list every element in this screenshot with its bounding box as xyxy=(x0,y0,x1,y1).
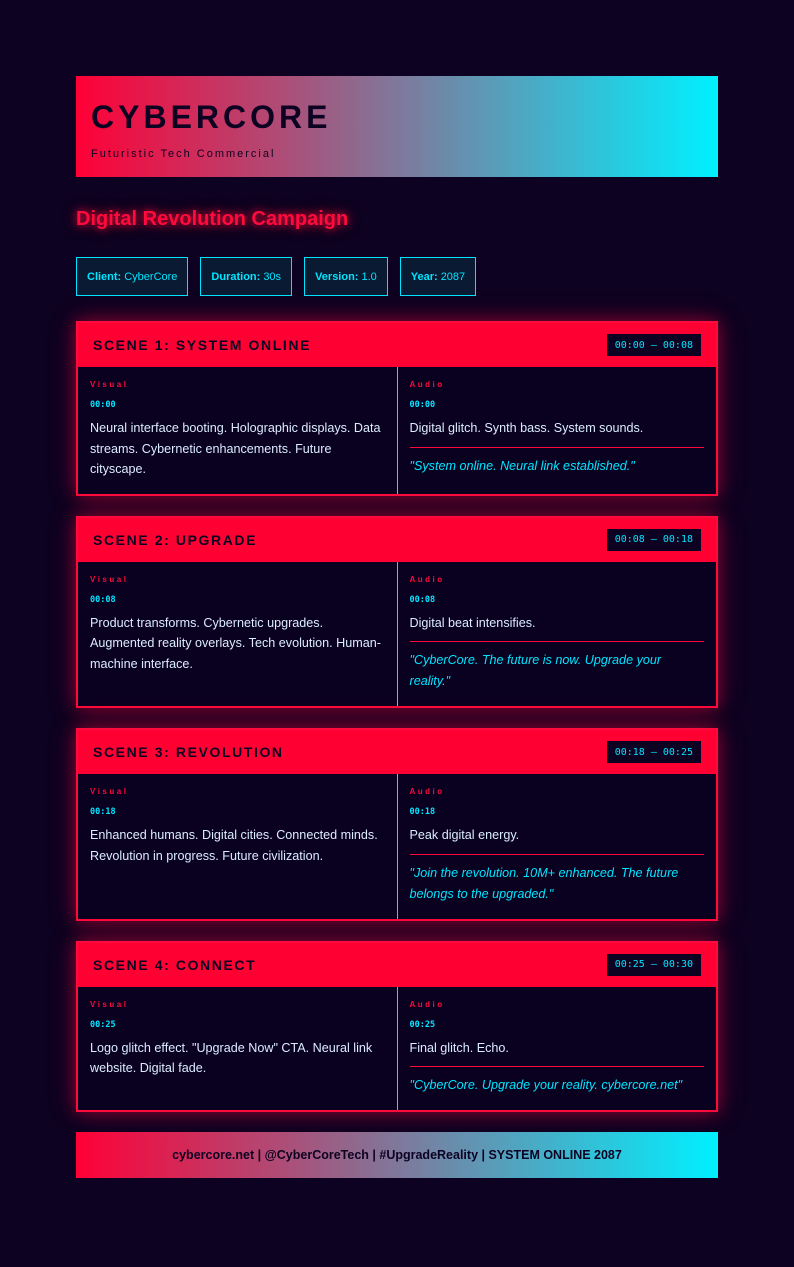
storyboard-page xyxy=(76,76,718,1178)
meta-duration xyxy=(200,257,292,296)
scene-title: SCENE 2: UPGRADE xyxy=(93,531,258,548)
meta-label: Version: xyxy=(315,270,359,283)
scene-timecode-badge: 00:00 – 00:08 xyxy=(607,334,701,356)
scene-header xyxy=(78,730,716,774)
meta-label: Client: xyxy=(87,270,122,283)
scene-card xyxy=(76,728,718,921)
visual-timestamp: 00:18 xyxy=(90,807,116,817)
scene-timecode-badge: 00:18 – 00:25 xyxy=(607,741,701,763)
scene-title: SCENE 3: REVOLUTION xyxy=(93,744,284,760)
visual-label: Visual xyxy=(90,574,129,584)
visual-description: Neural interface booting. Holographic displays. Data streams. Cybernetic enhancements. Future cityscape. xyxy=(90,421,381,476)
meta-year xyxy=(400,257,476,296)
voiceover-line: "Join the revolution. 10M+ enhanced. The future belongs to the upgraded." xyxy=(410,854,705,905)
visual-timestamp: 00:00 xyxy=(90,400,116,410)
campaign-title: Digital Revolution Campaign xyxy=(76,208,349,230)
meta-version xyxy=(304,257,388,296)
audio-column xyxy=(398,774,717,919)
footer-text: cybercore.net | @CyberCoreTech | #UpgradeReality | SYSTEM ONLINE 2087 xyxy=(172,1148,622,1162)
visual-description: Logo glitch effect. "Upgrade Now" CTA. Neural link website. Digital fade. xyxy=(90,1040,373,1075)
audio-label: Audio xyxy=(409,380,445,389)
scene-card xyxy=(76,516,718,709)
audio-label: Audio xyxy=(409,787,445,796)
voiceover-line: "CyberCore. The future is now. Upgrade your reality." xyxy=(410,641,705,692)
voiceover-line: "System online. Neural link established." xyxy=(410,447,705,477)
meta-value: 30s xyxy=(263,270,282,283)
scene-body xyxy=(78,367,716,494)
visual-label: Visual xyxy=(90,787,129,796)
audio-description: Peak digital energy. xyxy=(409,828,520,842)
scene-body xyxy=(78,987,716,1111)
scene-timecode-badge: 00:08 – 00:18 xyxy=(607,529,701,551)
brand-subtitle: Futuristic Tech Commercial xyxy=(91,148,276,160)
visual-timestamp: 00:08 xyxy=(90,594,116,605)
scene-header xyxy=(78,518,716,562)
meta-client xyxy=(76,257,188,296)
meta-value: CyberCore xyxy=(124,270,178,283)
audio-description: Digital beat intensifies. xyxy=(409,615,536,630)
visual-description: Product transforms. Cybernetic upgrades. Augmented reality overlays. Tech evolution. Human-machine interface. xyxy=(90,615,381,671)
meta-label: Duration: xyxy=(211,270,261,283)
audio-description: Final glitch. Echo. xyxy=(409,1040,509,1055)
audio-column xyxy=(398,367,717,494)
audio-column xyxy=(398,987,717,1111)
scene-title: SCENE 1: SYSTEM ONLINE xyxy=(93,337,312,353)
scene-body xyxy=(78,774,716,919)
brand-title: CYBERCORE xyxy=(91,99,332,135)
scene-card xyxy=(76,321,718,496)
audio-label: Audio xyxy=(409,574,445,584)
visual-column xyxy=(78,987,398,1111)
scene-header xyxy=(78,943,716,987)
audio-description: Digital glitch. Synth bass. System sounds. xyxy=(409,421,644,435)
audio-timestamp: 00:25 xyxy=(409,1019,436,1030)
visual-label: Visual xyxy=(90,380,129,389)
visual-column xyxy=(78,774,398,919)
audio-timestamp: 00:08 xyxy=(409,594,436,605)
audio-timestamp: 00:00 xyxy=(409,400,436,410)
scene-timecode-badge: 00:25 – 00:30 xyxy=(607,954,701,976)
audio-label: Audio xyxy=(409,999,445,1009)
voiceover-line: "CyberCore. Upgrade your reality. cybercore.net" xyxy=(410,1066,705,1096)
brand-header xyxy=(76,76,718,177)
audio-timestamp: 00:18 xyxy=(409,807,436,817)
meta-value: 1.0 xyxy=(361,270,377,283)
visual-label: Visual xyxy=(90,999,129,1009)
visual-column xyxy=(78,367,398,494)
visual-timestamp: 00:25 xyxy=(90,1019,116,1030)
scene-card xyxy=(76,941,718,1113)
meta-value: 2087 xyxy=(440,270,466,283)
visual-column xyxy=(78,562,398,707)
meta-info-row xyxy=(76,257,718,296)
scene-body xyxy=(78,562,716,707)
scene-title: SCENE 4: CONNECT xyxy=(93,956,257,973)
footer-bar xyxy=(76,1132,718,1178)
scene-header xyxy=(78,323,716,367)
meta-label: Year: xyxy=(410,270,438,283)
scene-list xyxy=(76,321,718,1112)
audio-column xyxy=(398,562,717,707)
visual-description: Enhanced humans. Digital cities. Connected minds. Revolution in progress. Future civilization. xyxy=(90,828,378,863)
